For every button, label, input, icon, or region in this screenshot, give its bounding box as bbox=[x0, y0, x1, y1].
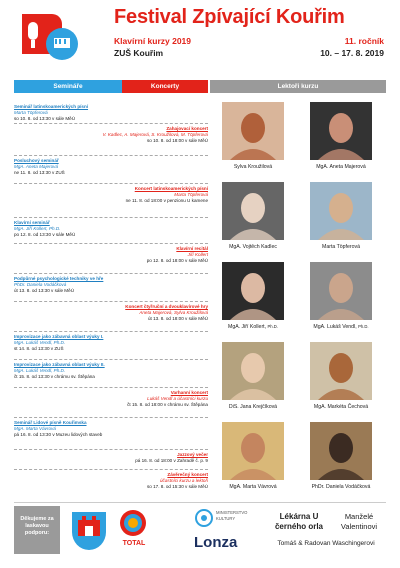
entry-performer: Marta Töpferová bbox=[174, 192, 208, 198]
tab-seminars: Semináře bbox=[14, 80, 122, 93]
concert-entry bbox=[14, 472, 208, 491]
entry-title: Zahajovací koncert bbox=[166, 126, 208, 131]
lecturer-degree: Ph.D. bbox=[358, 324, 369, 329]
entry-separator bbox=[14, 387, 208, 388]
lecturer-name bbox=[212, 164, 294, 170]
concert-entry bbox=[14, 390, 208, 409]
tab-lecturers: Lektoři kurzu bbox=[210, 80, 386, 93]
lecturer-photo bbox=[310, 262, 372, 320]
entry-performer: PhDr. Daniela Vodáčková bbox=[14, 282, 67, 288]
pharmacy-sponsor: Lékárna U černého orla bbox=[274, 512, 323, 531]
lecturer-name bbox=[300, 324, 382, 330]
entry-separator bbox=[14, 217, 208, 218]
entry-title: Posluchový seminář bbox=[14, 158, 59, 163]
lecturer-name-text: MgA. Marta Vávrová bbox=[229, 484, 277, 490]
footer-divider bbox=[14, 502, 386, 503]
entry-separator bbox=[14, 273, 208, 274]
entry-time: st 14. 8. od 13:30 v ZUŠ bbox=[14, 346, 64, 352]
concert-entry bbox=[14, 452, 208, 464]
concert-entry bbox=[14, 246, 208, 265]
lecturer-degree: Ph.D. bbox=[267, 324, 278, 329]
venue: ZUŠ Kouřim bbox=[114, 48, 164, 58]
lecturer-name-text: MgA. Lukáš Vendl, bbox=[313, 324, 357, 330]
lecturer-name-text: Sylva Kroužilová bbox=[233, 164, 273, 170]
seminar-entry bbox=[14, 220, 208, 239]
entry-performer: MgA. Aneta Majerová bbox=[14, 164, 59, 170]
entry-title: Varhanní koncert bbox=[170, 390, 208, 395]
lecturer-name bbox=[212, 324, 294, 330]
tab-concerts: Koncerty bbox=[122, 80, 208, 93]
entry-separator bbox=[14, 331, 208, 332]
lecturer-name bbox=[300, 164, 382, 170]
entry-performer: MgA. Jiří Kollert, Ph.D. bbox=[14, 226, 61, 232]
entry-performer: Lukáš Vendl a účastníci kurzu bbox=[147, 396, 208, 402]
ministry-label: MINISTERSTVO KULTURY bbox=[216, 510, 248, 521]
entry-performer: V. Kadlec, A. Majerová, S. Kroužilová, M. Töpferová bbox=[102, 132, 208, 138]
seminar-entry bbox=[14, 276, 208, 295]
program-schedule bbox=[14, 96, 208, 500]
entry-performer: Marta Töpferová bbox=[14, 110, 48, 116]
seminar-entry bbox=[14, 104, 208, 123]
concert-entry bbox=[14, 126, 208, 145]
entry-time: so 10. 8. od 18:00 v sále MěÚ bbox=[146, 138, 208, 144]
lecturer-photo bbox=[222, 262, 284, 320]
lecturer-photo bbox=[310, 342, 372, 400]
entry-time: pá 16. 8. od 18:00 v Zahradě č. p. 9 bbox=[135, 458, 208, 464]
total-logo-icon bbox=[118, 508, 148, 538]
concert-entry bbox=[14, 304, 208, 323]
entry-time: čt 15. 8. od 18:00 v chrámu sv. Štěpána bbox=[127, 402, 208, 408]
entry-title: Koncert latinskoamerických písní bbox=[134, 186, 208, 191]
entry-separator bbox=[14, 301, 208, 302]
lecturer-photo bbox=[310, 102, 372, 160]
lecturer-name bbox=[300, 244, 382, 250]
ministry-logo-icon bbox=[194, 508, 214, 528]
lecturer-name-text: DiS. Jana Krejčíková bbox=[228, 404, 278, 410]
lecturer-name bbox=[300, 404, 382, 410]
entry-time: pá 16. 8. od 13:30 v Muzeu lidových staveb bbox=[14, 432, 103, 438]
entry-title: Závěrečný koncert bbox=[167, 472, 208, 477]
entry-title: Seminář Lidové písně Kouřimska bbox=[14, 420, 87, 425]
lecturer-name-text: MgA. Vojtěch Kadlec bbox=[229, 244, 277, 250]
total-label: TOTAL bbox=[122, 540, 146, 547]
entry-separator bbox=[14, 123, 208, 124]
entry-title: Koncert čtyřruční a dvouklavírové hry bbox=[125, 304, 208, 309]
seminar-entry bbox=[14, 334, 208, 353]
entry-separator bbox=[14, 449, 208, 450]
entry-time: po 12. 8. od 18:00 v sále MěÚ bbox=[146, 258, 208, 264]
waschinger-sponsor: Tomáš & Radovan Waschingerovi bbox=[277, 540, 375, 547]
lecturer-photo bbox=[222, 102, 284, 160]
lecturer-name bbox=[300, 484, 382, 490]
festival-dates: 10. – 17. 8. 2019 bbox=[320, 48, 384, 58]
entry-separator bbox=[14, 243, 208, 244]
entry-separator bbox=[14, 155, 208, 156]
couple-sponsor: Manželé Valentinovi bbox=[340, 512, 378, 531]
lecturer-name-text: MgA. Jiří Kollert, bbox=[228, 324, 267, 330]
concert-entry bbox=[14, 186, 208, 205]
entry-performer: MgA. Lukáš Vendl, Ph.D. bbox=[14, 368, 66, 374]
entry-time: po 12. 8. od 13:30 v sále MěÚ bbox=[14, 232, 76, 238]
lecturer-name-text: MgA. Aneta Majerová bbox=[316, 164, 366, 170]
lecturer-photo bbox=[310, 422, 372, 480]
entry-title: Improvizace jako zábavná oblast výuky I. bbox=[14, 334, 104, 339]
lecturer-name bbox=[212, 244, 294, 250]
lecturer-name bbox=[212, 484, 294, 490]
thanks-box: Děkujeme za laskavou podporu: bbox=[14, 506, 60, 554]
course-subtitle: Klavírní kurzy 2019 bbox=[114, 36, 192, 46]
lecturer-name-text: MgA. Markéta Čechová bbox=[313, 404, 369, 410]
page-title: Festival Zpívající Kouřim bbox=[114, 6, 345, 28]
entry-time: út 13. 8. od 18:00 v sále MěÚ bbox=[147, 316, 208, 322]
entry-time: so 17. 8. od 15:30 v sále MěÚ bbox=[146, 484, 208, 490]
entry-title: Jazzový večer bbox=[177, 452, 208, 457]
lecturer-name-text: PhDr. Daniela Vodáčková bbox=[311, 484, 371, 490]
seminar-entry bbox=[14, 158, 208, 177]
entry-separator bbox=[14, 417, 208, 418]
entry-performer: účastníci kurzu a lektoři bbox=[160, 478, 208, 484]
lecturers-grid bbox=[210, 96, 386, 500]
entry-title: Klavírní recitál bbox=[176, 246, 208, 251]
lecturer-photo bbox=[222, 182, 284, 240]
lecturer-photo bbox=[222, 342, 284, 400]
entry-separator bbox=[14, 359, 208, 360]
entry-separator bbox=[14, 183, 208, 184]
seminar-entry bbox=[14, 420, 208, 439]
entry-time: čt 15. 8. od 13:30 v chrámu sv. Štěpána bbox=[14, 374, 95, 380]
entry-separator bbox=[14, 469, 208, 470]
seminar-entry bbox=[14, 362, 208, 381]
entry-time: so 10. 8. od 13:30 v sále MěÚ bbox=[14, 116, 76, 122]
lecturer-photo bbox=[310, 182, 372, 240]
lonza-logo: Lonza bbox=[194, 534, 238, 551]
entry-performer: MgA. Lukáš Vendl, Ph.D. bbox=[14, 340, 66, 346]
entry-time: ne 11. 8. od 13:30 v ZUŠ bbox=[14, 170, 65, 176]
entry-time: ne 11. 8. od 18:00 v penzionu U kamene bbox=[125, 198, 208, 204]
entry-performer: MgA. Marta Vávrová bbox=[14, 426, 56, 432]
lecturer-photo bbox=[222, 422, 284, 480]
entry-title: Improvizace jako zábavná oblast výuky II. bbox=[14, 362, 105, 367]
edition: 11. ročník bbox=[344, 36, 384, 46]
entry-title: Seminář latinskoamerických písní bbox=[14, 104, 89, 109]
entry-performer: Jiří Kollert bbox=[187, 252, 208, 258]
festival-logo bbox=[14, 8, 84, 68]
lecturer-name bbox=[212, 404, 294, 410]
entry-title: Klavírní seminář bbox=[14, 220, 50, 225]
entry-title: Podpůrné psychologické techniky ve hře bbox=[14, 276, 104, 281]
entry-time: út 13. 8. od 13:30 v sále MěÚ bbox=[14, 288, 75, 294]
town-coat-of-arms-icon bbox=[70, 510, 108, 554]
lecturer-name-text: Marta Töpferová bbox=[322, 244, 360, 250]
entry-performer: Aneta Majerová, Sylva Kroužilová bbox=[139, 310, 208, 316]
